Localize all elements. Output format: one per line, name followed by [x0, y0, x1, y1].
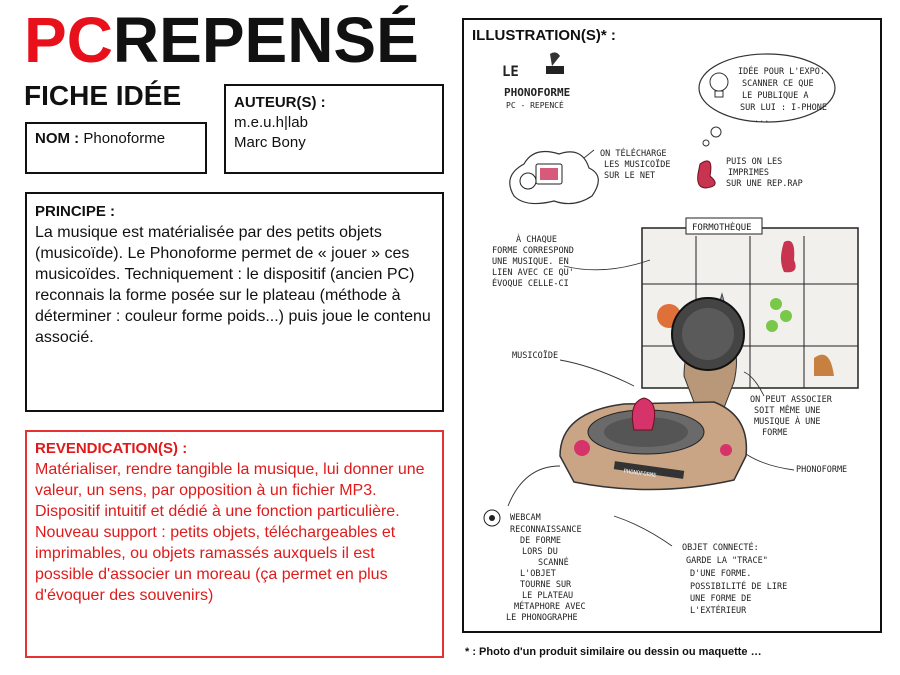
nom-box [25, 122, 207, 174]
revendication-label: REVENDICATION(S) : [35, 440, 188, 457]
webcam-line-6: L'OBJET [520, 569, 556, 579]
printed-line-1: PUIS ON LES [726, 157, 783, 167]
webcam-line-7: TOURNE SUR [520, 580, 572, 590]
computer-icon [520, 164, 562, 189]
webcam-line-2: RECONNAISSANCE [510, 525, 582, 535]
webcam-line-10: LE PHONOGRAPHE [506, 613, 578, 623]
bubble-line-1: IDÉE POUR L'EXPO. [738, 67, 825, 77]
revendication-box [25, 430, 444, 658]
shelf-label: FORMOTHÈQUE [692, 223, 752, 233]
bubble-line-4: SUR LUI : I-PHONE [740, 103, 827, 113]
revendication-p2: Dispositif intuitif et dédié à une fonction particulière. [35, 503, 400, 520]
gramophone-icon [546, 52, 564, 74]
webcam-line-1: WEBCAM [510, 513, 541, 523]
webcam-line-9: MÉTAPHORE AVEC [514, 602, 586, 612]
illustration-label: ILLUSTRATION(S)* : [472, 27, 616, 44]
webcam-line-3: DE FORME [520, 536, 561, 546]
nom-value: Phonoforme [83, 130, 166, 147]
download-line-3: SUR LE NET [604, 171, 656, 181]
principe-label: PRINCIPE : [35, 203, 116, 220]
each-line-2: FORME CORRESPOND [492, 246, 574, 256]
auteur-box [224, 84, 444, 174]
musicoide-label: MUSICOÏDE [512, 351, 559, 361]
bubble-line-2: SCANNER CE QUE [742, 79, 814, 89]
brand-logo [24, 4, 419, 76]
each-line-1: À CHAQUE [516, 235, 557, 245]
associate-line-4: FORME [762, 428, 788, 438]
device-plate: PHONOFORME [623, 468, 657, 480]
associate-line-3: MUSIQUE À UNE [754, 417, 821, 427]
nom-label: NOM : [35, 130, 80, 147]
printed-line-2: IMPRIMES [728, 168, 769, 178]
webcam-icon [484, 510, 500, 526]
webcam-line-8: LE PLATEAU [522, 591, 574, 601]
principe-text: La musique est matérialisée par des petits objets (musicoïde). Le Phonoforme permet de « jouer » ces musicoïdes. Techniquement : le dispositif (ancien PC) reconnais la forme posée sur le plateau (méthode à déterminer : couleur forme poids...) puis joue le contenu associé. [35, 224, 431, 346]
webcam-line-5: SCANNÉ [538, 558, 569, 568]
each-line-5: ÉVOQUE CELLE-CI [492, 279, 569, 289]
formotheque-shelf [642, 218, 858, 388]
connected-line-4: POSSIBILITÉ DE LIRE [690, 582, 788, 592]
lightbulb-icon [710, 73, 728, 97]
printed-line-3: SUR UNE REP.RAP [726, 179, 803, 189]
revendication-p1: Matérialiser, rendre tangible la musique, lui donner une valeur, un sens, par opposition à un fichier MP3. [35, 461, 425, 499]
auteur-line-1: m.e.u.h|lab [234, 114, 308, 131]
connected-line-2: GARDE LA "TRACE" [686, 556, 768, 566]
brand-pc: PC [24, 4, 113, 76]
phonoforme-label: PHONOFORME [796, 465, 848, 475]
illustration-footnote: * : Photo d'un produit similaire ou dessin ou maquette … [465, 646, 762, 658]
page-subtitle: FICHE IDÉE [24, 80, 182, 111]
connected-line-3: D'UNE FORME. [690, 569, 752, 579]
revendication-p3: Nouveau support : petits objets, téléchargeables et imprimables, ou objets ramassés auxquels il est possible d'associer un moreau (ça permet en plus d'évoquer des souvenirs) [35, 524, 396, 604]
each-line-4: LIEN AVEC CE QU' [492, 268, 574, 278]
connected-line-1: OBJET CONNECTÉ: [682, 543, 759, 553]
bubble-line-5: ... [754, 115, 770, 125]
auteur-label: AUTEUR(S) : [234, 94, 326, 111]
webcam-line-4: LORS DU [522, 547, 558, 557]
printed-shape-icon [698, 161, 715, 188]
each-line-3: UNE MUSIQUE. EN [492, 257, 569, 267]
bubble-line-3: LE PUBLIQUE A [742, 91, 809, 101]
associate-line-2: SOIT MÊME UNE [754, 406, 821, 416]
download-line-2: LES MUSICOÏDE [604, 160, 671, 170]
download-cloud [510, 152, 599, 204]
principe-box [25, 192, 444, 412]
connected-line-6: L'EXTÉRIEUR [690, 606, 747, 616]
auteur-line-2: Marc Bony [234, 134, 306, 151]
associate-line-1: ON PEUT ASSOCIER [750, 395, 832, 405]
brand-repense: REPENSÉ [112, 4, 419, 76]
sketch-title-1: LE [502, 64, 519, 80]
sketch-title-3: PC - REPENCÉ [506, 101, 564, 110]
download-line-1: ON TÉLÉCHARGE [600, 149, 667, 159]
sketch-title-2: PHONOFORME [504, 86, 571, 99]
connected-line-5: UNE FORME DE [690, 594, 752, 604]
phonoforme-sketch [464, 46, 880, 631]
